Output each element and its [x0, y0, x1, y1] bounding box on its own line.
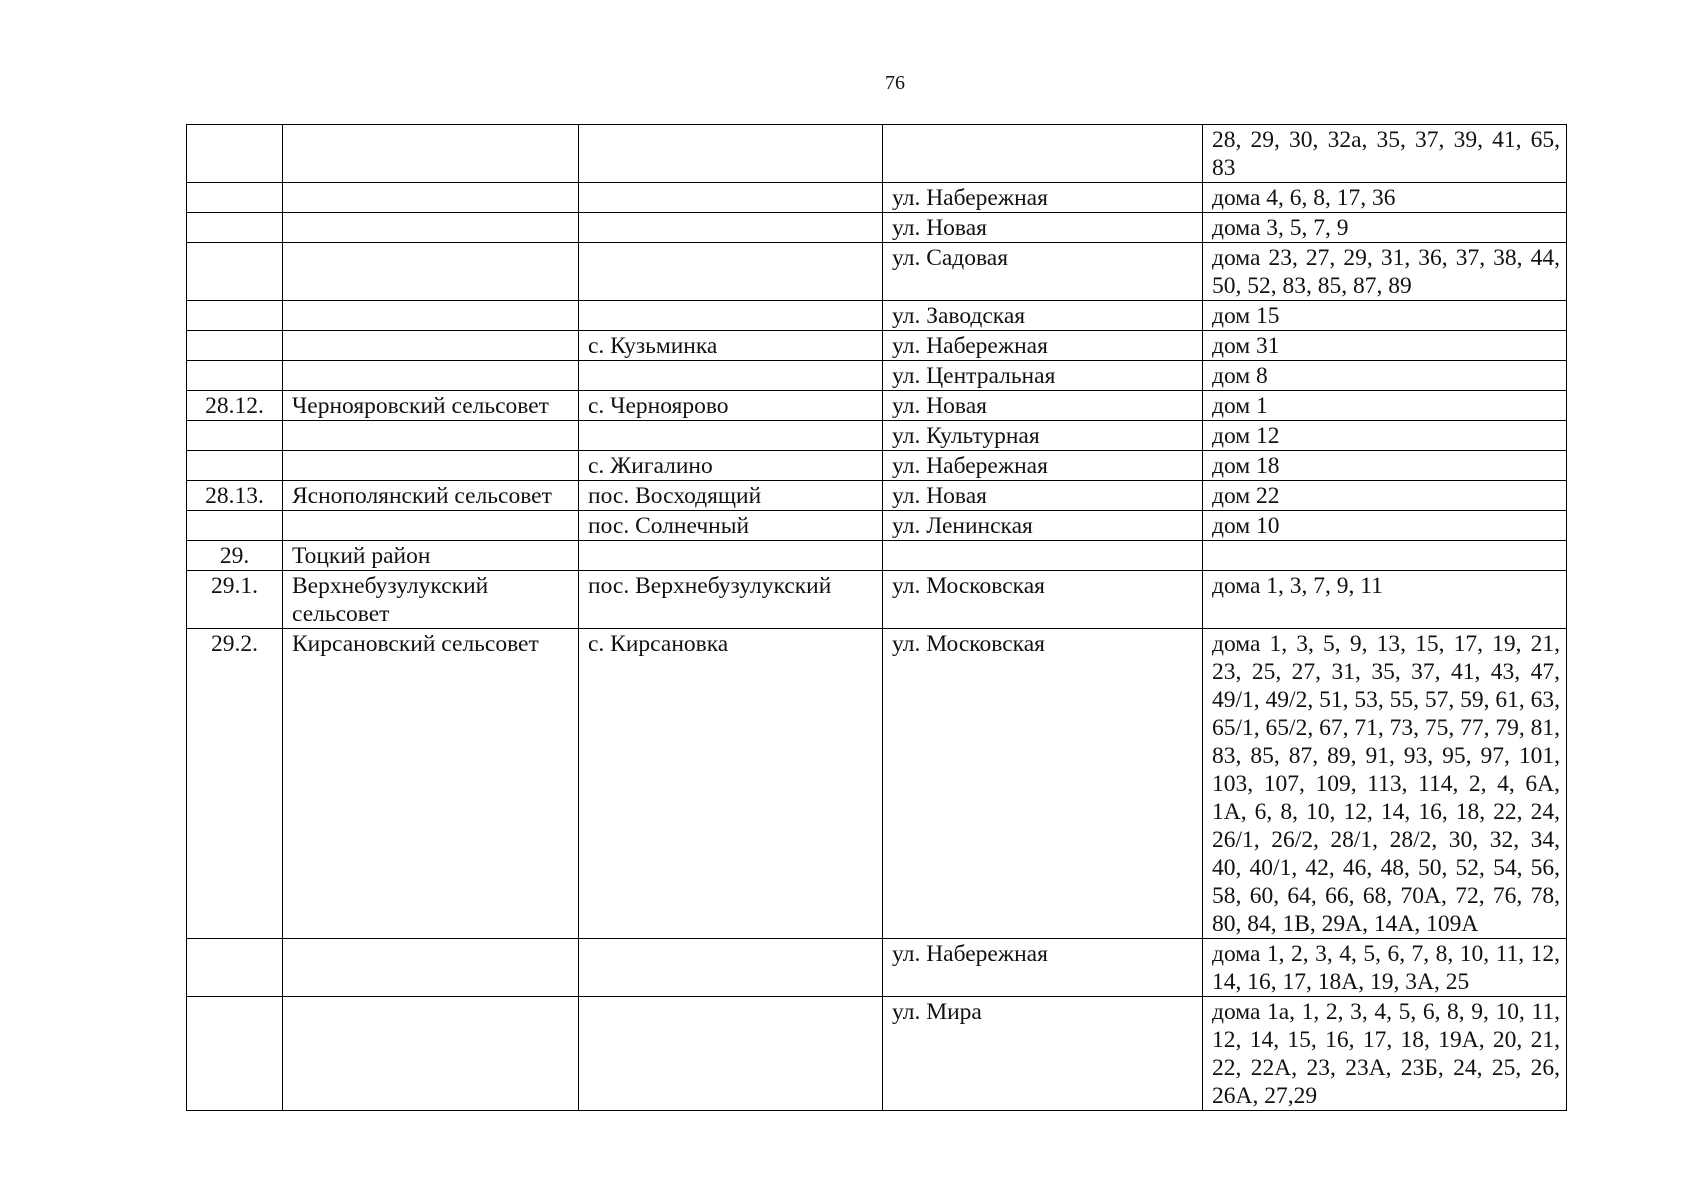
- street-cell: ул. Набережная: [883, 451, 1203, 481]
- settlement-cell: [579, 997, 883, 1111]
- street-cell: ул. Набережная: [883, 939, 1203, 997]
- row-number-cell: [187, 451, 283, 481]
- settlement-cell: [579, 541, 883, 571]
- table-row: [187, 125, 1567, 183]
- settlement-cell: с. Кирсановка: [579, 629, 883, 939]
- table-row: [187, 331, 1567, 361]
- row-number-cell: 29.1.: [187, 571, 283, 629]
- street-cell: ул. Культурная: [883, 421, 1203, 451]
- council-cell: Яснополянский сельсовет: [283, 481, 579, 511]
- row-number-cell: [187, 301, 283, 331]
- houses-cell: дома 3, 5, 7, 9: [1203, 213, 1567, 243]
- council-cell: [283, 939, 579, 997]
- settlement-cell: пос. Солнечный: [579, 511, 883, 541]
- houses-cell: дома 1, 3, 5, 9, 13, 15, 17, 19, 21, 23, 25, 27, 31, 35, 37, 41, 43, 47, 49/1, 49/2, 51, 53, 55, 57, 59, 61, 63, 65/1, 65/2, 67, 71, 73, 75, 77, 79, 81, 83, 85, 87, 89, 91, 93, 95, 97, 101, 103, 107, 109, 113, 114, 2, 4, 6А, 1А, 6, 8, 10, 12, 14, 16, 18, 22, 24, 26/1, 26/2, 28/1, 28/2, 30, 32, 34, 40, 40/1, 42, 46, 48, 50, 52, 54, 56, 58, 60, 64, 66, 68, 70А, 72, 76, 78, 80, 84, 1В, 29А, 14А, 109А: [1203, 629, 1567, 939]
- settlement-cell: [579, 301, 883, 331]
- council-cell: [283, 125, 579, 183]
- row-number-cell: 28.13.: [187, 481, 283, 511]
- houses-cell: дом 10: [1203, 511, 1567, 541]
- table-row: [187, 361, 1567, 391]
- council-cell: [283, 301, 579, 331]
- row-number-cell: [187, 361, 283, 391]
- settlement-cell: [579, 183, 883, 213]
- houses-cell: дома 1, 3, 7, 9, 11: [1203, 571, 1567, 629]
- street-cell: ул. Московская: [883, 571, 1203, 629]
- council-cell: [283, 997, 579, 1111]
- houses-cell: дом 31: [1203, 331, 1567, 361]
- street-cell: ул. Садовая: [883, 243, 1203, 301]
- street-cell: ул. Набережная: [883, 331, 1203, 361]
- houses-cell: 28, 29, 30, 32а, 35, 37, 39, 41, 65, 83: [1203, 125, 1567, 183]
- council-cell: [283, 331, 579, 361]
- settlement-cell: [579, 243, 883, 301]
- row-number-cell: [187, 243, 283, 301]
- row-number-cell: [187, 213, 283, 243]
- table-row: [187, 939, 1567, 997]
- council-cell: [283, 183, 579, 213]
- table-row: [187, 391, 1567, 421]
- settlement-cell: пос. Восходящий: [579, 481, 883, 511]
- houses-cell: дом 12: [1203, 421, 1567, 451]
- table-row: [187, 541, 1567, 571]
- houses-cell: дом 8: [1203, 361, 1567, 391]
- settlement-cell: [579, 213, 883, 243]
- houses-cell: дома 1, 2, 3, 4, 5, 6, 7, 8, 10, 11, 12, 14, 16, 17, 18А, 19, 3А, 25: [1203, 939, 1567, 997]
- council-cell: [283, 511, 579, 541]
- houses-cell: дом 1: [1203, 391, 1567, 421]
- address-table: [186, 124, 1567, 1111]
- street-cell: ул. Московская: [883, 629, 1203, 939]
- row-number-cell: [187, 511, 283, 541]
- council-cell: [283, 213, 579, 243]
- row-number-cell: [187, 183, 283, 213]
- street-cell: ул. Заводская: [883, 301, 1203, 331]
- council-cell: Кирсановский сельсовет: [283, 629, 579, 939]
- street-cell: [883, 541, 1203, 571]
- street-cell: ул. Новая: [883, 391, 1203, 421]
- page-number: 76: [885, 72, 905, 94]
- table-row: [187, 451, 1567, 481]
- council-cell: Тоцкий район: [283, 541, 579, 571]
- table-row: [187, 243, 1567, 301]
- table-row: [187, 571, 1567, 629]
- settlement-cell: с. Кузьминка: [579, 331, 883, 361]
- table-row: [187, 511, 1567, 541]
- settlement-cell: [579, 939, 883, 997]
- street-cell: ул. Центральная: [883, 361, 1203, 391]
- street-cell: ул. Мира: [883, 997, 1203, 1111]
- houses-cell: дома 1а, 1, 2, 3, 4, 5, 6, 8, 9, 10, 11, 12, 14, 15, 16, 17, 18, 19А, 20, 21, 22, 22А, 23, 23А, 23Б, 24, 25, 26, 26А, 27,29: [1203, 997, 1567, 1111]
- council-cell: [283, 361, 579, 391]
- council-cell: [283, 451, 579, 481]
- table-row: [187, 301, 1567, 331]
- row-number-cell: [187, 421, 283, 451]
- row-number-cell: [187, 939, 283, 997]
- houses-cell: дом 22: [1203, 481, 1567, 511]
- council-cell: [283, 243, 579, 301]
- houses-cell: дома 23, 27, 29, 31, 36, 37, 38, 44, 50, 52, 83, 85, 87, 89: [1203, 243, 1567, 301]
- houses-cell: дом 18: [1203, 451, 1567, 481]
- council-cell: Чернояровский сельсовет: [283, 391, 579, 421]
- row-number-cell: [187, 125, 283, 183]
- table-row: [187, 183, 1567, 213]
- settlement-cell: с. Жигалино: [579, 451, 883, 481]
- street-cell: ул. Новая: [883, 481, 1203, 511]
- table-row: [187, 997, 1567, 1111]
- address-table-body: [187, 125, 1567, 1111]
- street-cell: ул. Набережная: [883, 183, 1203, 213]
- settlement-cell: [579, 125, 883, 183]
- row-number-cell: [187, 331, 283, 361]
- houses-cell: дом 15: [1203, 301, 1567, 331]
- houses-cell: [1203, 541, 1567, 571]
- settlement-cell: пос. Верхнебузулукский: [579, 571, 883, 629]
- houses-cell: дома 4, 6, 8, 17, 36: [1203, 183, 1567, 213]
- row-number-cell: 29.2.: [187, 629, 283, 939]
- row-number-cell: 28.12.: [187, 391, 283, 421]
- street-cell: ул. Ленинская: [883, 511, 1203, 541]
- table-row: [187, 421, 1567, 451]
- table-row: [187, 213, 1567, 243]
- street-cell: ул. Новая: [883, 213, 1203, 243]
- settlement-cell: с. Черноярово: [579, 391, 883, 421]
- table-row: [187, 481, 1567, 511]
- settlement-cell: [579, 361, 883, 391]
- council-cell: Верхнебузулукский сельсовет: [283, 571, 579, 629]
- table-row: [187, 629, 1567, 939]
- council-cell: [283, 421, 579, 451]
- row-number-cell: 29.: [187, 541, 283, 571]
- row-number-cell: [187, 997, 283, 1111]
- settlement-cell: [579, 421, 883, 451]
- street-cell: [883, 125, 1203, 183]
